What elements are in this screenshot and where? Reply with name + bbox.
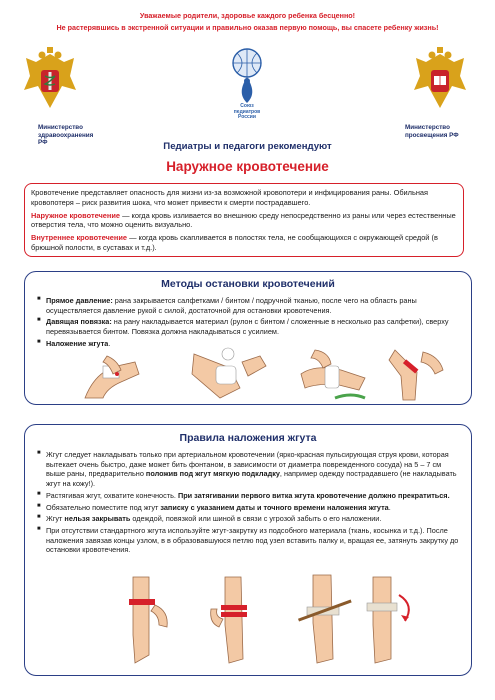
intro-paragraph-3	[31, 233, 457, 253]
external-bleeding-term: Наружное кровотечение	[31, 210, 121, 220]
page-title: Наружное кровотечение	[166, 159, 329, 174]
pressure-bandage-illustration	[190, 344, 270, 400]
tourniquet-step-2-illustration	[205, 575, 265, 665]
union-line-2: педиатров	[233, 108, 261, 115]
rule-1-end: , например одежду пострадавшего (не накладывать жгут на кожу!).	[46, 469, 457, 489]
methods-title: Методы остановки кровотечений	[161, 278, 335, 290]
rule-item-5	[37, 526, 459, 555]
rule-1-text: Жгут следует накладывать только при артериальном кровотечении (ярко-красная пульсирующая струя крови, которая вытекает очень быстро, даже может бить фонтаном, в зависимости от диаметра поврежденного сосуда) на 5 – 7 см выше раны, предварительно	[46, 450, 449, 479]
ministry-health-emblem	[20, 46, 80, 116]
rule-2-text: Растягивая жгут, охватите конечность.	[46, 490, 178, 500]
internal-bleeding-term: Внутреннее кровотечение	[31, 233, 128, 243]
rule-4-emphasis: нельзя закрывать	[64, 514, 131, 524]
header-line-1: Уважаемые родители, здоровье каждого ребенка бесценно!	[139, 11, 356, 20]
tourniquet-rules-list	[37, 450, 459, 557]
union-line-3: России	[238, 114, 256, 120]
rule-item-1	[37, 450, 459, 489]
external-bleeding-definition: — когда кровь изливается во внешнюю среду непосредственно из раны или через естественные отверстия тела, что можно оценить визуально.	[31, 210, 456, 230]
intro-paragraph-2	[31, 211, 457, 231]
internal-bleeding-definition: — когда кровь скапливается в полостях тела, не сообщающихся с окружающей средой (в брюшной полости, в суставах и т.д.).	[31, 233, 438, 252]
ministry-education-emblem	[410, 46, 470, 116]
bandaging-illustration	[295, 344, 369, 402]
tourniquet-application-illustration	[387, 342, 457, 402]
method-label-pressure: Прямое давление:	[46, 296, 113, 305]
rule-3-end: .	[388, 502, 391, 512]
rule-3-text: Обязательно поместите под жгут	[46, 502, 161, 512]
improvised-tourniquet-illustration	[293, 573, 357, 665]
methods-panel	[24, 271, 472, 405]
rule-5-text: При отсутствии стандартного жгута используйте жгут-закрутку из подсобного материала (ткань, косынка и т.д.). После наложения завязав концы узлом, в в образовавшуюся петлю под узел вставить палку и, вращая ее, затянуть закрутку до остановки кровотечения.	[46, 525, 459, 555]
header-line-2: Не растерявшись в экстренной ситуации и правильно оказав первую помощь, вы спасете ребенку жизнь!	[56, 23, 439, 32]
method-text-tourniquet: .	[108, 338, 111, 348]
rule-2-emphasis: При затягивании первого витка жгута кровотечение должно прекратиться.	[177, 490, 450, 500]
tourniquet-rules-title: Правила наложения жгута	[179, 432, 317, 444]
rule-4-text: Жгут	[46, 514, 65, 524]
intro-paragraph-1: Кровотечение представляет опасность для жизни из-за возможной кровопотери и инфицирования раны. Обильная кровопотеря – риск развития шока, что может привести к смерти пострадавшего.	[31, 188, 429, 207]
method-label-tourniquet: Наложение жгута	[46, 338, 109, 348]
union-line-1: Союз	[240, 103, 254, 109]
union-pediatricians-logo	[219, 45, 275, 140]
intro-box	[24, 183, 464, 257]
method-item-pressure	[37, 296, 459, 315]
rule-3-emphasis: записку с указанием даты и точного времени наложения жгута	[160, 502, 389, 512]
tourniquet-step-1-illustration	[115, 575, 175, 665]
method-text-pressure: рана закрывается салфетками / бинтом / подручной тканью, после чего на область раны осуществляется давление рукой с силой, достаточной для остановки кровотечения.	[46, 296, 417, 315]
method-text-bandage: на рану накладывается материал (рулон с бинтом / сложенные в несколько раз салфетки), сверху перевязывается бинтом. Повязка должна накладываться с усилием.	[46, 317, 449, 337]
method-item-bandage	[37, 317, 459, 336]
rule-item-3	[37, 503, 459, 513]
tourniquet-rules-panel	[24, 424, 472, 676]
subtitle: Педиатры и педагоги рекомендуют	[163, 141, 332, 152]
ministry-health-label: Министерство здравоохранения РФ	[38, 124, 94, 147]
rule-item-2	[37, 491, 459, 501]
ministry-education-label: Министерство просвещения РФ	[405, 124, 459, 139]
direct-pressure-illustration	[77, 352, 147, 400]
union-pediatricians-name	[224, 104, 270, 121]
rule-1-emphasis: положив под жгут мягкую подкладку	[145, 469, 280, 479]
twist-stick-illustration	[355, 575, 419, 665]
method-label-bandage: Давящая повязка:	[46, 317, 112, 327]
rule-4-end: одеждой, повязкой или шиной в связи с угрозой забыть о его наложении.	[130, 514, 382, 524]
rule-item-4	[37, 514, 459, 524]
